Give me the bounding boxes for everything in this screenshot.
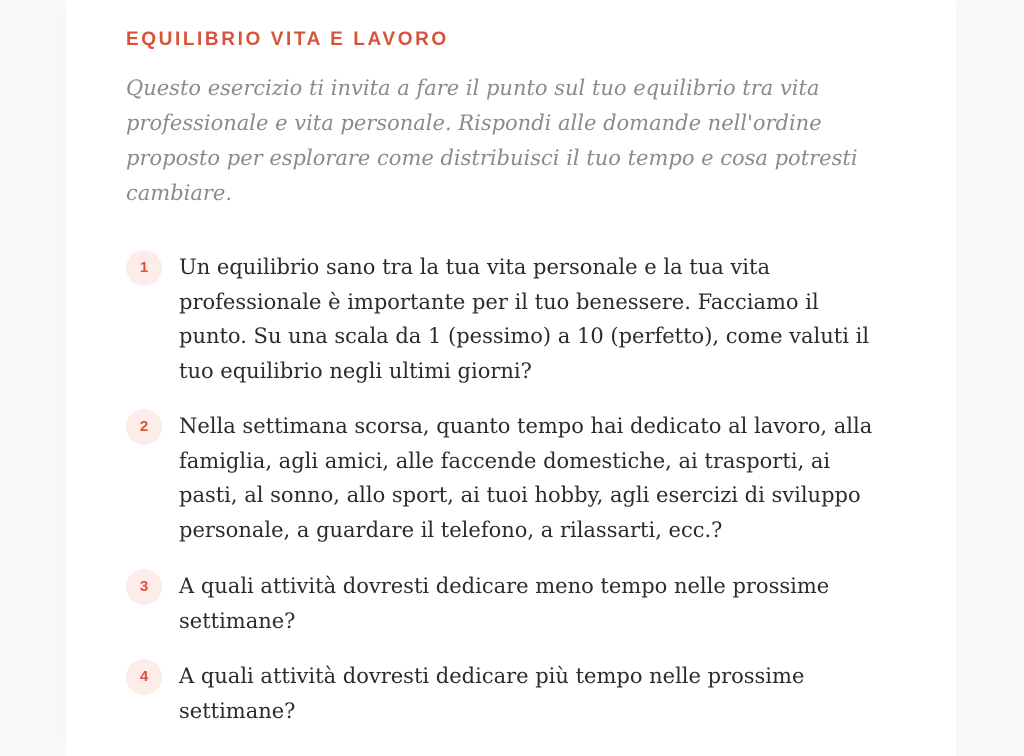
- section-title: EQUILIBRIO VITA E LAVORO: [126, 29, 449, 50]
- question-number-badge: 2: [126, 409, 162, 445]
- question-number-badge: 1: [126, 250, 162, 286]
- question-number-badge: 3: [126, 569, 162, 605]
- question-text: Un equilibrio sano tra la tua vita personale e la tua vita professionale è importante per il tuo benessere. Facciamo il punto. Su una scala da 1 (pessimo) a 10 (perfetto), come valuti il tuo equilibrio negli ultimi giorni?: [179, 255, 870, 383]
- exercise-intro: Questo esercizio ti invita a fare il punto sul tuo equilibrio tra vita professionale e vita personale. Rispondi alle domande nell'ordine proposto per esplorare come distribuisci il tuo tempo e cosa potresti cambiare.: [126, 76, 858, 205]
- question-text: A quali attività dovresti dedicare più tempo nelle prossime settimane?: [179, 664, 805, 723]
- question-text: A quali attività dovresti dedicare meno tempo nelle prossime settimane?: [179, 574, 830, 633]
- question-text: Nella settimana scorsa, quanto tempo hai dedicato al lavoro, alla famiglia, agli amici, alle faccende domestiche, ai trasporti, ai pasti, al sonno, allo sport, ai tuoi hobby, agli esercizi di sviluppo personale, a guardare il telefono, a rilassarti, ecc.?: [179, 414, 873, 542]
- question-number-badge: 4: [126, 659, 162, 695]
